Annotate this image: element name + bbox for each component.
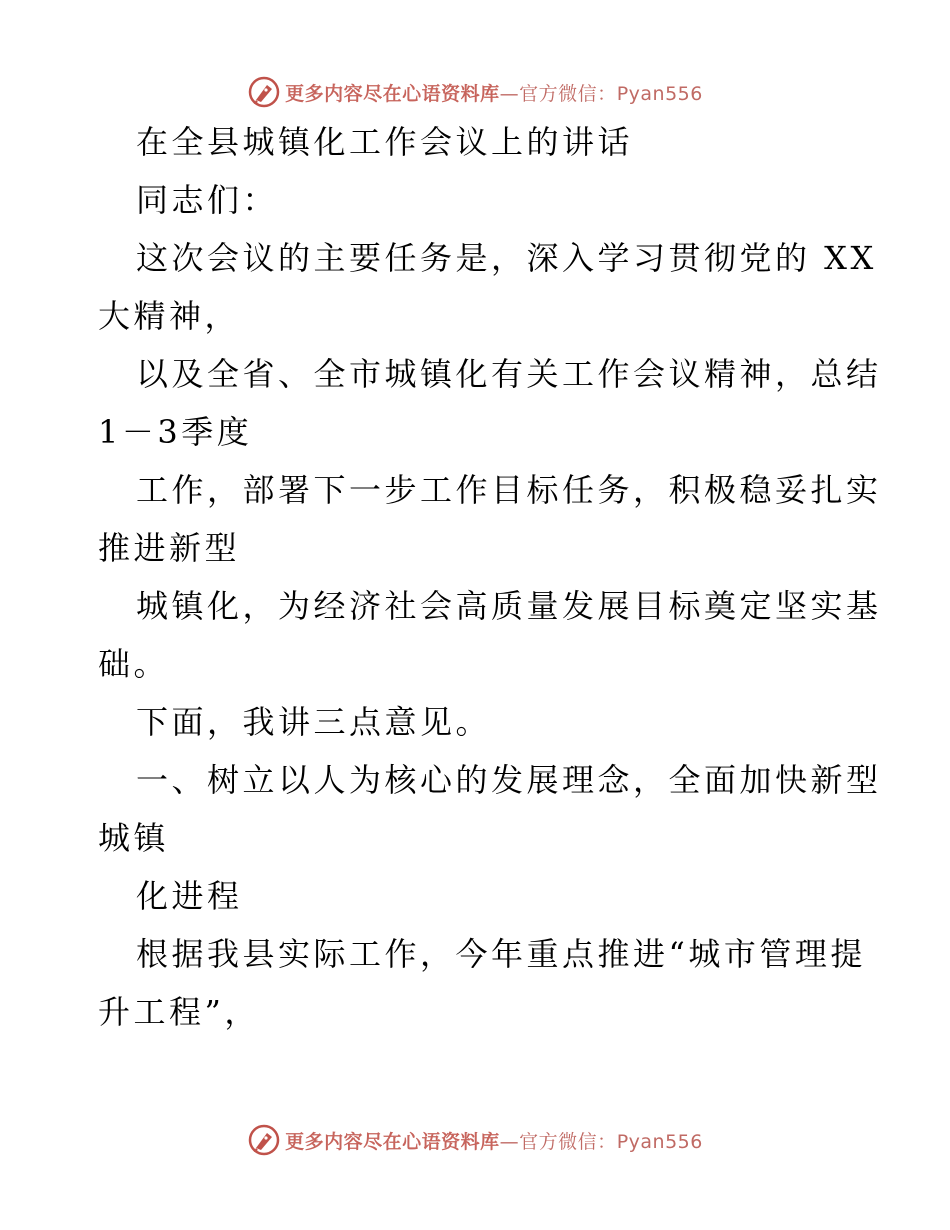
footer-watermark <box>0 1120 950 1160</box>
pen-nib-logo-icon <box>247 1123 281 1157</box>
section-heading: 一、树立以人为核心的发展理念，全面加快新型 <box>136 761 882 799</box>
paragraph-line: 推进新型 <box>98 529 241 567</box>
pen-nib-logo-icon <box>247 75 281 109</box>
paragraph-line: 大精神， <box>98 297 241 335</box>
watermark-text: 更多内容尽在心语资料库—官方微信：Pyan556 <box>285 82 703 105</box>
paragraph-line: 根据我县实际工作，今年重点推进“城市管理提 <box>136 935 866 973</box>
section-heading: 化进程 <box>136 877 243 915</box>
paragraph-line: 工作，部署下一步工作目标任务，积极稳妥扎实 <box>136 471 882 509</box>
paragraph-line: 城镇化，为经济社会高质量发展目标奠定坚实基 <box>136 587 882 625</box>
paragraph-line: 础。 <box>98 645 170 683</box>
paragraph-line: 这次会议的主要任务是，深入学习贯彻党的 XX <box>136 239 877 277</box>
paragraph-line: 下面，我讲三点意见。 <box>136 703 492 741</box>
paragraph-line: 升工程”， <box>98 993 260 1031</box>
salutation: 同志们： <box>136 181 279 219</box>
header-watermark <box>0 72 950 112</box>
paragraph-line: 以及全省、全市城镇化有关工作会议精神，总结 <box>136 355 882 393</box>
document-title: 在全县城镇化工作会议上的讲话 <box>136 123 634 161</box>
watermark-text: 更多内容尽在心语资料库—官方微信：Pyan556 <box>285 1130 703 1153</box>
section-heading: 城镇 <box>98 819 170 857</box>
paragraph-line: 1－3季度 <box>98 413 253 451</box>
